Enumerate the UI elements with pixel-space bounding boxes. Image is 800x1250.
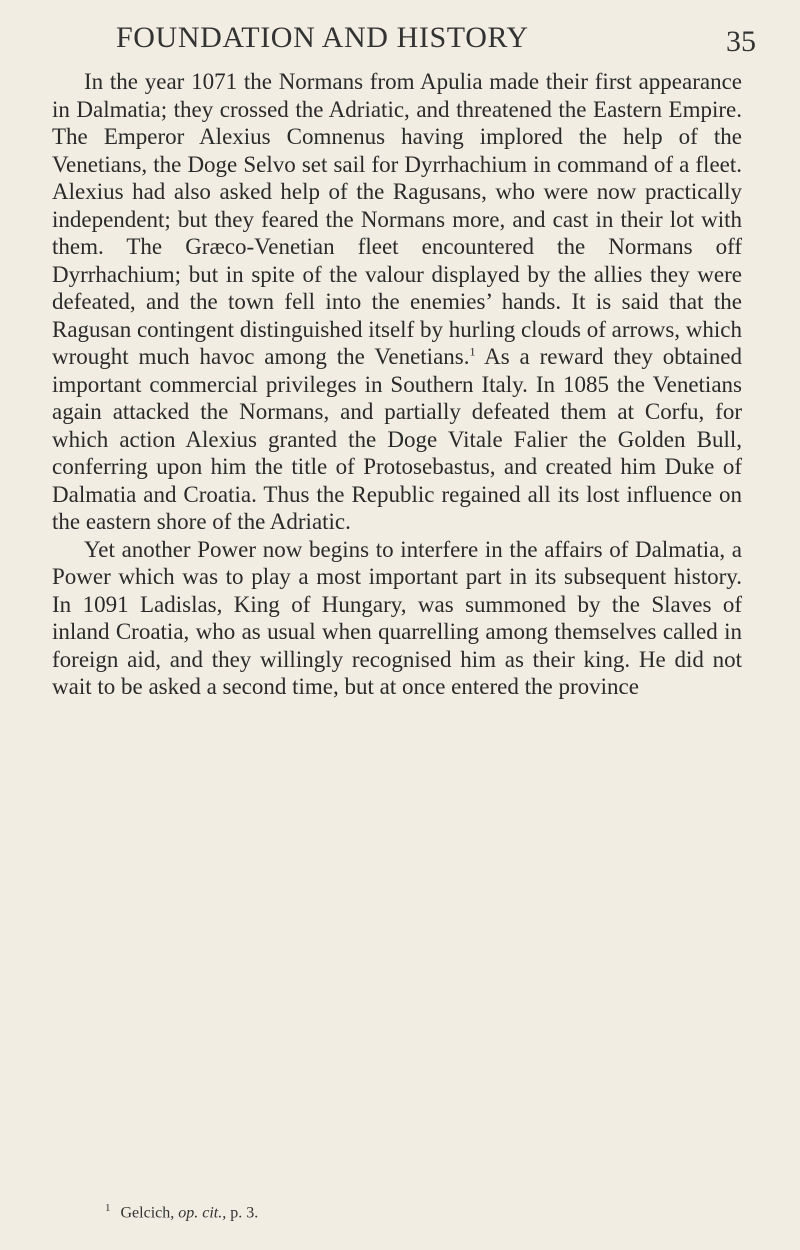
footnote [105,1197,258,1224]
paragraph-1-continued: As a reward they obtained important commercial privileges in Southern Italy. In 1085 the Venetians again attacked the Normans, and partially defeated them at Corfu, for which action Alexius granted the Doge Vitale Falier the Golden Bull, conferring upon him the title of Protosebastus, and created him Duke of Dalmatia and Croatia. Thus the Republic regained all its lost influence on the eastern shore of the Adriatic. [52,344,742,534]
paragraph-1-text: In the year 1071 the Normans from Apulia made their first appearance in Dalmatia; they crossed the Adriatic, and threatened the Eastern Empire. The Emperor Alexius Comnenus having implored the help of the Venetians, the Doge Selvo set sail for Dyrrhachium in command of a fleet. Alexius had also asked help of the Ragusans, who were now practically independent; but they feared the Normans more, and cast in their lot with them. The Græco-Venetian fleet encountered the Normans off Dyrrhachium; but in spite of the valour displayed by the allies they were defeated, and the town fell into the enemies’ hands. It is said that the Ragusan contingent distinguished itself by hurling clouds of arrows, which wrought much havoc among the Venetians. [52,69,742,369]
footnote-author: Gelcich, [120,1204,175,1222]
paragraph-2: Yet another Power now begins to interfere in the affairs of Dalmatia, a Power which was to play a most important part in its subsequent history. In 1091 Ladislas, King of Hungary, was summoned by the Slaves of inland Croatia, who as usual when quarrelling among themselves called in foreign aid, and they willingly recognised him as their king. He did not wait to be asked a second time, but at once entered the province [52,536,742,699]
footnote-citation: op. cit. [178,1204,223,1222]
page-number: 35 [726,25,756,58]
footnote-reference: 1 [469,344,476,359]
body-text [52,68,742,701]
paragraph-1 [52,68,742,536]
footnote-mark: 1 [105,1202,111,1214]
footnote-page: , p. 3. [222,1204,259,1222]
running-head [116,18,766,58]
running-title: FOUNDATION AND HISTORY [116,21,529,54]
